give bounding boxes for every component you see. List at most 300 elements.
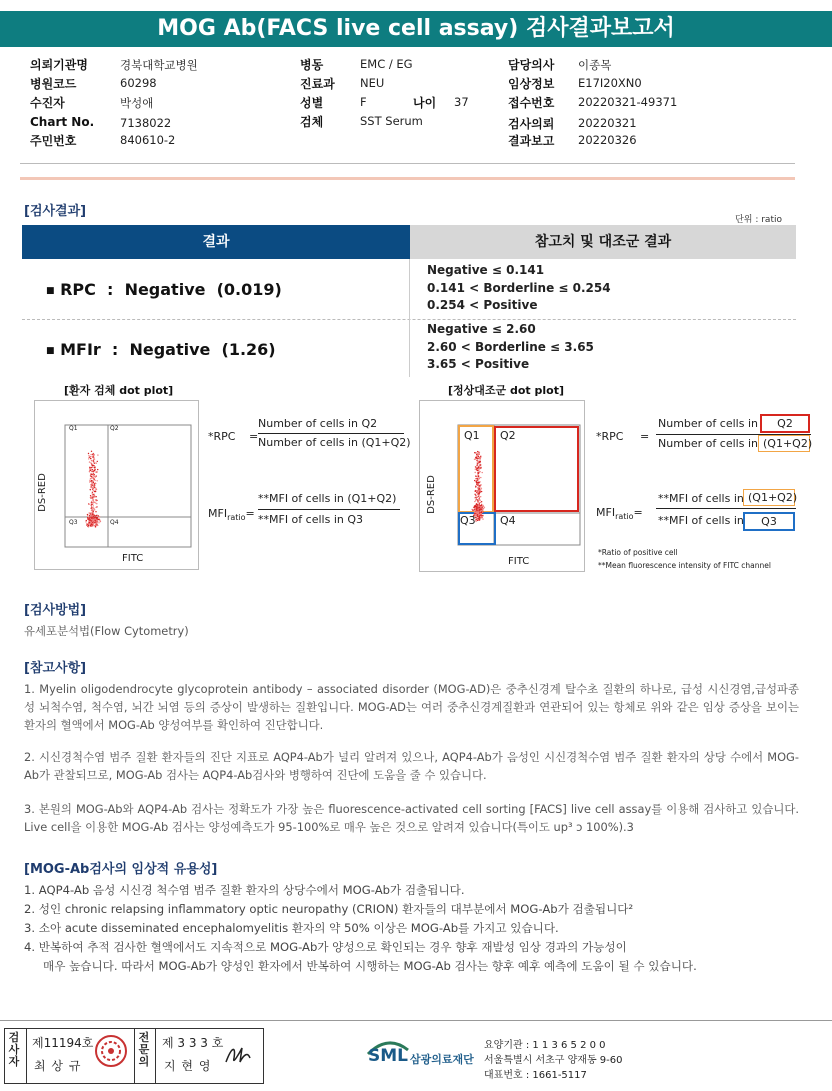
info-value: 37 xyxy=(454,95,469,109)
scatter-dot xyxy=(479,493,480,494)
reference-line: 0.141 < Borderline ≤ 0.254 xyxy=(427,280,611,295)
equals-sign: = xyxy=(640,430,650,443)
scatter-dot xyxy=(95,524,96,525)
info-value: 박성애 xyxy=(120,96,154,110)
scatter-dot xyxy=(92,483,93,484)
scatter-dot xyxy=(92,465,93,466)
info-value: F xyxy=(360,95,367,109)
info-label: 의뢰기관명 xyxy=(30,58,88,72)
scatter-dot xyxy=(88,516,89,517)
scatter-dot xyxy=(95,518,96,519)
scatter-dot xyxy=(91,485,92,486)
scatter-dot xyxy=(480,467,481,468)
scatter-dot xyxy=(94,470,95,471)
org-name: 삼광의료재단 xyxy=(410,1053,474,1066)
scatter-dot xyxy=(93,517,94,518)
tester-name: 최 상 규 xyxy=(34,1059,82,1073)
scatter-dot xyxy=(91,504,92,505)
mfi-label-text: MFI xyxy=(596,506,616,519)
results-header-right: 참고치 및 대조군 결과 xyxy=(410,225,796,259)
scatter-dot xyxy=(90,495,91,496)
scatter-dot xyxy=(90,454,91,455)
scatter-dot xyxy=(86,524,87,525)
scatter-dot xyxy=(476,457,477,458)
info-label: 진료과 xyxy=(300,77,335,91)
scatter-dot xyxy=(480,458,481,459)
scatter-dot xyxy=(475,510,476,511)
info-label: 검체 xyxy=(300,115,324,129)
quadrant-label: Q1 xyxy=(464,429,480,442)
scatter-dot xyxy=(479,459,480,460)
scatter-dot xyxy=(92,507,93,508)
scatter-dot xyxy=(481,515,482,516)
scatter-dot xyxy=(479,471,480,472)
scatter-dot xyxy=(96,463,97,464)
seal-stamp-icon xyxy=(94,1034,128,1068)
results-column-separator xyxy=(409,259,410,377)
scatter-dot xyxy=(92,517,93,518)
reference-mfir xyxy=(427,321,594,374)
scatter-dot xyxy=(89,515,90,516)
scatter-dot xyxy=(478,467,479,468)
scatter-dot xyxy=(89,504,90,505)
divider xyxy=(20,163,795,164)
scatter-dot xyxy=(90,475,91,476)
y-axis-label: DS-RED xyxy=(36,473,48,512)
scatter-dot xyxy=(95,515,96,516)
scatter-dot xyxy=(477,520,478,521)
info-label: Chart No. xyxy=(30,115,95,129)
scatter-dot xyxy=(93,525,94,526)
divider xyxy=(155,1028,156,1084)
scatter-dot xyxy=(479,498,480,499)
scatter-dot xyxy=(479,490,480,491)
info-value: EMC / EG xyxy=(360,57,413,71)
info-label: 주민번호 xyxy=(30,134,77,148)
scatter-dot xyxy=(89,480,90,481)
scatter-dot xyxy=(98,516,99,517)
scatter-dot xyxy=(478,506,479,507)
org-code: 요양기관 : 1 1 3 6 5 2 0 0 xyxy=(484,1040,606,1051)
patient-info xyxy=(0,56,832,152)
rpc-numerator: Number of cells in Q2 xyxy=(258,417,378,430)
scatter-dot xyxy=(92,493,93,494)
scatter-dot xyxy=(475,486,476,487)
scatter-dot xyxy=(478,478,479,479)
scatter-dot xyxy=(477,509,478,510)
scatter-dot xyxy=(99,520,100,521)
info-label: 임상정보 xyxy=(508,77,555,91)
scatter-dot xyxy=(480,461,481,462)
note-paragraph-2: 2. 시신경척수염 범주 질환 환자들의 진단 지표로 AQP4-Ab가 널리 알려져 있으나, AQP4-Ab가 음성인 시신경척수염 범주 질환 환자의 상당 수에서 MOG-Ab가 관찰되므로, MOG-Ab 검사는 AQP4-Ab검사와 병행하여 진단에 도움을 줄 수 있습니다. xyxy=(24,750,799,782)
scatter-dot xyxy=(96,496,97,497)
scatter-dot xyxy=(95,476,96,477)
divider xyxy=(134,1028,135,1084)
scatter-dot xyxy=(474,452,475,453)
unit-label: 단위 : ratio xyxy=(735,215,782,225)
scatter-dot xyxy=(91,515,92,516)
scatter-dot xyxy=(92,499,93,500)
scatter-dot xyxy=(97,471,98,472)
method-text: 유세포분석법(Flow Cytometry) xyxy=(24,624,189,638)
scatter-dot xyxy=(93,479,94,480)
scatter-dot xyxy=(480,489,481,490)
scatter-dot xyxy=(97,461,98,462)
reference-line: 2.60 < Borderline ≤ 3.65 xyxy=(427,339,594,354)
scatter-dot xyxy=(479,517,480,518)
scatter-dot xyxy=(476,508,477,509)
info-label: 병동 xyxy=(300,58,324,72)
info-value: 경북대학교병원 xyxy=(120,58,198,72)
scatter-dot xyxy=(91,460,92,461)
info-value: 7138022 xyxy=(120,116,172,130)
scatter-dot xyxy=(92,497,93,498)
specialist-license: 제 3 3 3 호 xyxy=(162,1036,224,1050)
tester-license: 제11194호 xyxy=(32,1036,94,1050)
scatter-dot xyxy=(478,461,479,462)
result-rpc xyxy=(46,280,282,299)
bullet-icon: ■ xyxy=(46,286,55,296)
scatter-dot xyxy=(478,502,479,503)
divider xyxy=(26,1028,27,1084)
scatter-dot xyxy=(91,477,92,478)
scatter-dot xyxy=(480,477,481,478)
scatter-dot xyxy=(93,501,94,502)
scatter-dot xyxy=(476,465,477,466)
scatter-dot xyxy=(482,472,483,473)
scatter-dot xyxy=(475,495,476,496)
scatter-dot xyxy=(475,469,476,470)
scatter-dot xyxy=(90,484,91,485)
scatter-dot xyxy=(87,518,88,519)
scatter-dot xyxy=(475,491,476,492)
mfi-denominator: **MFI of cells in Q3 xyxy=(258,513,363,526)
scatter-dot xyxy=(480,502,481,503)
scatter-dot xyxy=(479,491,480,492)
scatter-dot xyxy=(91,519,92,520)
mfi-label: $MFI_{ratio}=$ xyxy=(208,507,255,523)
scatter-dot xyxy=(474,501,475,502)
scatter-dot xyxy=(91,480,92,481)
info-label: 담당의사 xyxy=(508,58,555,72)
scatter-dot xyxy=(479,515,480,516)
scatter-dot xyxy=(91,501,92,502)
info-value: 20220321 xyxy=(578,116,637,130)
scatter-dot xyxy=(89,519,90,520)
scatter-dot xyxy=(88,525,89,526)
footer-divider xyxy=(0,1020,832,1021)
scatter-dot xyxy=(96,520,97,521)
scatter-dot xyxy=(476,454,477,455)
footnote: **Mean fluorescence intensity of FITC channel xyxy=(598,561,771,570)
scatter-dot xyxy=(94,483,95,484)
scatter-dot xyxy=(479,452,480,453)
scatter-dot xyxy=(94,496,95,497)
scatter-dot xyxy=(479,468,480,469)
scatter-dot xyxy=(479,485,480,486)
scatter-dot xyxy=(92,492,93,493)
scatter-dot xyxy=(90,456,91,457)
signature-icon xyxy=(222,1040,258,1068)
scatter-dot xyxy=(478,518,479,519)
scatter-dot xyxy=(478,473,479,474)
scatter-dot xyxy=(93,476,94,477)
scatter-dot xyxy=(477,500,478,501)
scatter-dot xyxy=(90,522,91,523)
scatter-dot xyxy=(88,453,89,454)
mfi-denominator: **MFI of cells in xyxy=(658,514,744,527)
scatter-dot xyxy=(91,510,92,511)
scatter-dot xyxy=(97,525,98,526)
footer xyxy=(0,1024,832,1084)
mfi-label-text: MFI xyxy=(208,507,228,520)
scatter-dot xyxy=(477,460,478,461)
scatter-dot xyxy=(91,526,92,527)
scatter-dot xyxy=(95,488,96,489)
scatter-dot xyxy=(93,453,94,454)
scatter-dot xyxy=(88,521,89,522)
scatter-dot xyxy=(97,480,98,481)
scatter-dot xyxy=(477,470,478,471)
scatter-dot xyxy=(479,464,480,465)
scatter-dot xyxy=(88,455,89,456)
utility-section-title: [MOG-Ab검사의 임상적 유용성] xyxy=(24,862,218,877)
info-value: NEU xyxy=(360,76,385,90)
reference-line: 0.254 < Positive xyxy=(427,298,538,312)
scatter-dot xyxy=(95,489,96,490)
scatter-dot xyxy=(477,451,478,452)
scatter-dot xyxy=(477,499,478,500)
reference-rpc xyxy=(427,262,611,315)
scatter-dot xyxy=(95,511,96,512)
info-value: 20220326 xyxy=(578,133,637,147)
scatter-dot xyxy=(96,517,97,518)
org-phone: 대표번호 : 1661-5117 xyxy=(484,1070,587,1081)
scatter-dot xyxy=(91,497,92,498)
scatter-dot xyxy=(481,517,482,518)
scatter-dot xyxy=(481,491,482,492)
scatter-dot xyxy=(474,480,475,481)
scatter-dot xyxy=(93,482,94,483)
scatter-dot xyxy=(482,508,483,509)
note-paragraph-1: 1. Myelin oligodendrocyte glycoprotein antibody – associated disorder (MOG-AD)은 중추신경계 탈수초 질환의 하나로, 급성 시신경염,급성파종성 뇌척수염, 척수염, 뇌간 뇌염 등의 증상이 발생하는 질환입니다. MOG-AD는 여러 중추신경계질환과 연관되어 있는 항체로 위와 같은 임상 증상을 보이는 환자의 혈액에서 MOG-Ab 양성여부를 확인하여 진단합니다. xyxy=(24,682,799,732)
specialist-name: 지 현 영 xyxy=(164,1059,212,1073)
scatter-dot xyxy=(91,513,92,514)
info-value: 60298 xyxy=(120,76,157,90)
scatter-dot xyxy=(476,481,477,482)
scatter-dot xyxy=(476,468,477,469)
note-paragraph-3: 3. 본원의 MOG-Ab와 AQP4-Ab 검사는 정확도가 가장 높은 fluorescence-activated cell sorting [FACS] live cell assay를 이용해 검사하고 있습니다. Live cell을 이용한 MOG-Ab 검사는 양성예측도가 95-100%로 매우 높은 것으로 알려져 있습니다(특이도 up³ ɔ 100%).3 xyxy=(24,802,799,834)
scatter-dot xyxy=(88,526,89,527)
scatter-dot xyxy=(95,491,96,492)
fraction-line xyxy=(656,508,796,509)
quadrant-label: Q2 xyxy=(500,429,516,442)
scatter-dot xyxy=(93,486,94,487)
info-label: 나이 xyxy=(413,96,437,110)
scatter-dot xyxy=(94,487,95,488)
scatter-dot xyxy=(93,475,94,476)
rpc-label: *RPC xyxy=(596,430,624,443)
info-label: 수진자 xyxy=(30,96,65,110)
patient-plot-title: [환자 검체 dot plot] xyxy=(64,384,174,397)
scatter-dot xyxy=(477,463,478,464)
x-axis-label: FITC xyxy=(508,556,530,567)
scatter-dot xyxy=(482,515,483,516)
x-axis-label: FITC xyxy=(122,553,144,564)
scatter-dot xyxy=(91,474,92,475)
scatter-dot xyxy=(88,458,89,459)
scatter-dot xyxy=(89,513,90,514)
scatter-dot xyxy=(478,454,479,455)
method-section-title: [검사방법] xyxy=(24,603,87,618)
scatter-dot xyxy=(475,472,476,473)
scatter-dot xyxy=(87,514,88,515)
info-value: SST Serum xyxy=(360,114,423,128)
scatter-dot xyxy=(97,522,98,523)
control-dot-plot xyxy=(419,400,585,572)
scatter-dot xyxy=(477,493,478,494)
reference-line: 3.65 < Positive xyxy=(427,357,530,371)
logo-text: SML xyxy=(368,1046,408,1066)
scatter-dot xyxy=(94,463,95,464)
tester-vertical-label: 검사자 xyxy=(8,1031,20,1068)
mfi-numerator: **MFI of cells in (Q1+Q2) xyxy=(258,492,397,505)
scatter-dot xyxy=(475,478,476,479)
scatter-dot xyxy=(92,469,93,470)
scatter-dot xyxy=(475,466,476,467)
scatter-dot xyxy=(477,490,478,491)
scatter-dot xyxy=(475,500,476,501)
scatter-dot xyxy=(97,469,98,470)
notes-section-title: [참고사항] xyxy=(24,661,87,676)
scatter-dot xyxy=(97,454,98,455)
scatter-dot xyxy=(92,509,93,510)
scatter-dot xyxy=(94,480,95,481)
scatter-dot xyxy=(480,506,481,507)
result-mfir-text: MFIr : Negative (1.26) xyxy=(60,340,276,359)
scatter-dot xyxy=(91,451,92,452)
scatter-dot xyxy=(475,452,476,453)
scatter-dot xyxy=(93,490,94,491)
scatter-dot xyxy=(472,510,473,511)
scatter-dot xyxy=(478,510,479,511)
patient-dot-plot xyxy=(34,400,199,570)
scatter-dot xyxy=(479,497,480,498)
scatter-dot xyxy=(89,471,90,472)
org-address: 서울특별시 서초구 양재동 9-60 xyxy=(484,1055,623,1066)
scatter-dot xyxy=(93,460,94,461)
scatter-dot xyxy=(92,514,93,515)
utility-item-continuation: 매우 높습니다. 따라서 MOG-Ab가 양성인 환자에서 반복하여 시행하는 MOG-Ab 검사는 향후 예후 예측에 도움이 될 수 있습니다. xyxy=(43,959,697,973)
scatter-dot xyxy=(476,483,477,484)
scatter-dot xyxy=(476,511,477,512)
info-value: E17I20XN0 xyxy=(578,76,642,90)
result-mfir xyxy=(46,340,276,359)
scatter-dot xyxy=(477,482,478,483)
info-value: 840610-2 xyxy=(120,133,176,147)
scatter-dot xyxy=(95,500,96,501)
info-label: 병원코드 xyxy=(30,77,77,91)
scatter-dot xyxy=(475,476,476,477)
scatter-dot xyxy=(91,463,92,464)
scatter-dot xyxy=(480,496,481,497)
scatter-dot xyxy=(86,520,87,521)
scatter-dot xyxy=(92,512,93,513)
quadrant-label: Q3 xyxy=(460,514,476,527)
utility-item: 2. 성인 chronic relapsing inflammatory optic neuropathy (CRION) 환자들의 대부분에서 MOG-Ab가 검출됩니다² xyxy=(24,902,634,916)
scatter-dot xyxy=(481,513,482,514)
scatter-dot xyxy=(481,488,482,489)
scatter-dot xyxy=(94,467,95,468)
bullet-icon: ■ xyxy=(46,346,55,356)
scatter-dot xyxy=(97,519,98,520)
scatter-dot xyxy=(86,523,87,524)
scatter-dot xyxy=(89,467,90,468)
scatter-dot xyxy=(480,511,481,512)
scatter-dot xyxy=(98,522,99,523)
scatter-dot xyxy=(478,507,479,508)
scatter-dot xyxy=(478,496,479,497)
scatter-dot xyxy=(89,461,90,462)
q3-box: Q3 xyxy=(743,512,795,531)
results-section-title: [검사결과] xyxy=(24,204,87,219)
scatter-dot xyxy=(93,461,94,462)
scatter-dot xyxy=(94,459,95,460)
scatter-dot xyxy=(94,509,95,510)
utility-item: 3. 소아 acute disseminated encephalomyelitis 환자의 약 50% 이상은 MOG-Ab를 가지고 있습니다. xyxy=(24,921,559,935)
scatter-dot xyxy=(90,524,91,525)
scatter-dot xyxy=(91,471,92,472)
info-label: 검사의뢰 xyxy=(508,117,555,131)
utility-item: 4. 반복하여 추적 검사한 혈액에서도 지속적으로 MOG-Ab가 양성으로 확인되는 경우 향후 재발성 임상 경과의 가능성이 xyxy=(24,940,627,954)
quadrant-label: Q3 xyxy=(69,519,78,526)
scatter-dot xyxy=(93,494,94,495)
scatter-dot xyxy=(478,456,479,457)
scatter-dot xyxy=(478,499,479,500)
scatter-dot xyxy=(93,505,94,506)
scatter-dot xyxy=(92,480,93,481)
mfi-label: $MFI_{ratio}=$ xyxy=(596,506,643,522)
scatter-dot xyxy=(476,455,477,456)
scatter-dot xyxy=(478,457,479,458)
scatter-dot xyxy=(91,487,92,488)
scatter-dot xyxy=(94,521,95,522)
scatter-dot xyxy=(92,488,93,489)
divider xyxy=(20,177,795,180)
scatter-dot xyxy=(477,515,478,516)
info-label: 접수번호 xyxy=(508,96,555,110)
scatter-dot xyxy=(95,502,96,503)
result-rpc-text: RPC : Negative (0.019) xyxy=(60,280,282,299)
mfi-subscript: ratio xyxy=(227,513,246,523)
q1q2-box: (Q1+Q2) xyxy=(743,489,795,506)
scatter-dot xyxy=(483,508,484,509)
mfi-subscript: ratio xyxy=(615,512,634,522)
scatter-dot xyxy=(479,509,480,510)
scatter-dot xyxy=(93,508,94,509)
scatter-dot xyxy=(92,456,93,457)
scatter-dot xyxy=(477,458,478,459)
scatter-dot xyxy=(478,482,479,483)
info-value: 이종목 xyxy=(578,58,612,72)
scatter-dot xyxy=(95,507,96,508)
scatter-dot xyxy=(90,489,91,490)
reference-line: Negative ≤ 0.141 xyxy=(427,263,545,277)
scatter-dot xyxy=(475,506,476,507)
scatter-dot xyxy=(90,469,91,470)
control-plot-title: [정상대조군 dot plot] xyxy=(448,384,564,397)
scatter-dot xyxy=(96,503,97,504)
